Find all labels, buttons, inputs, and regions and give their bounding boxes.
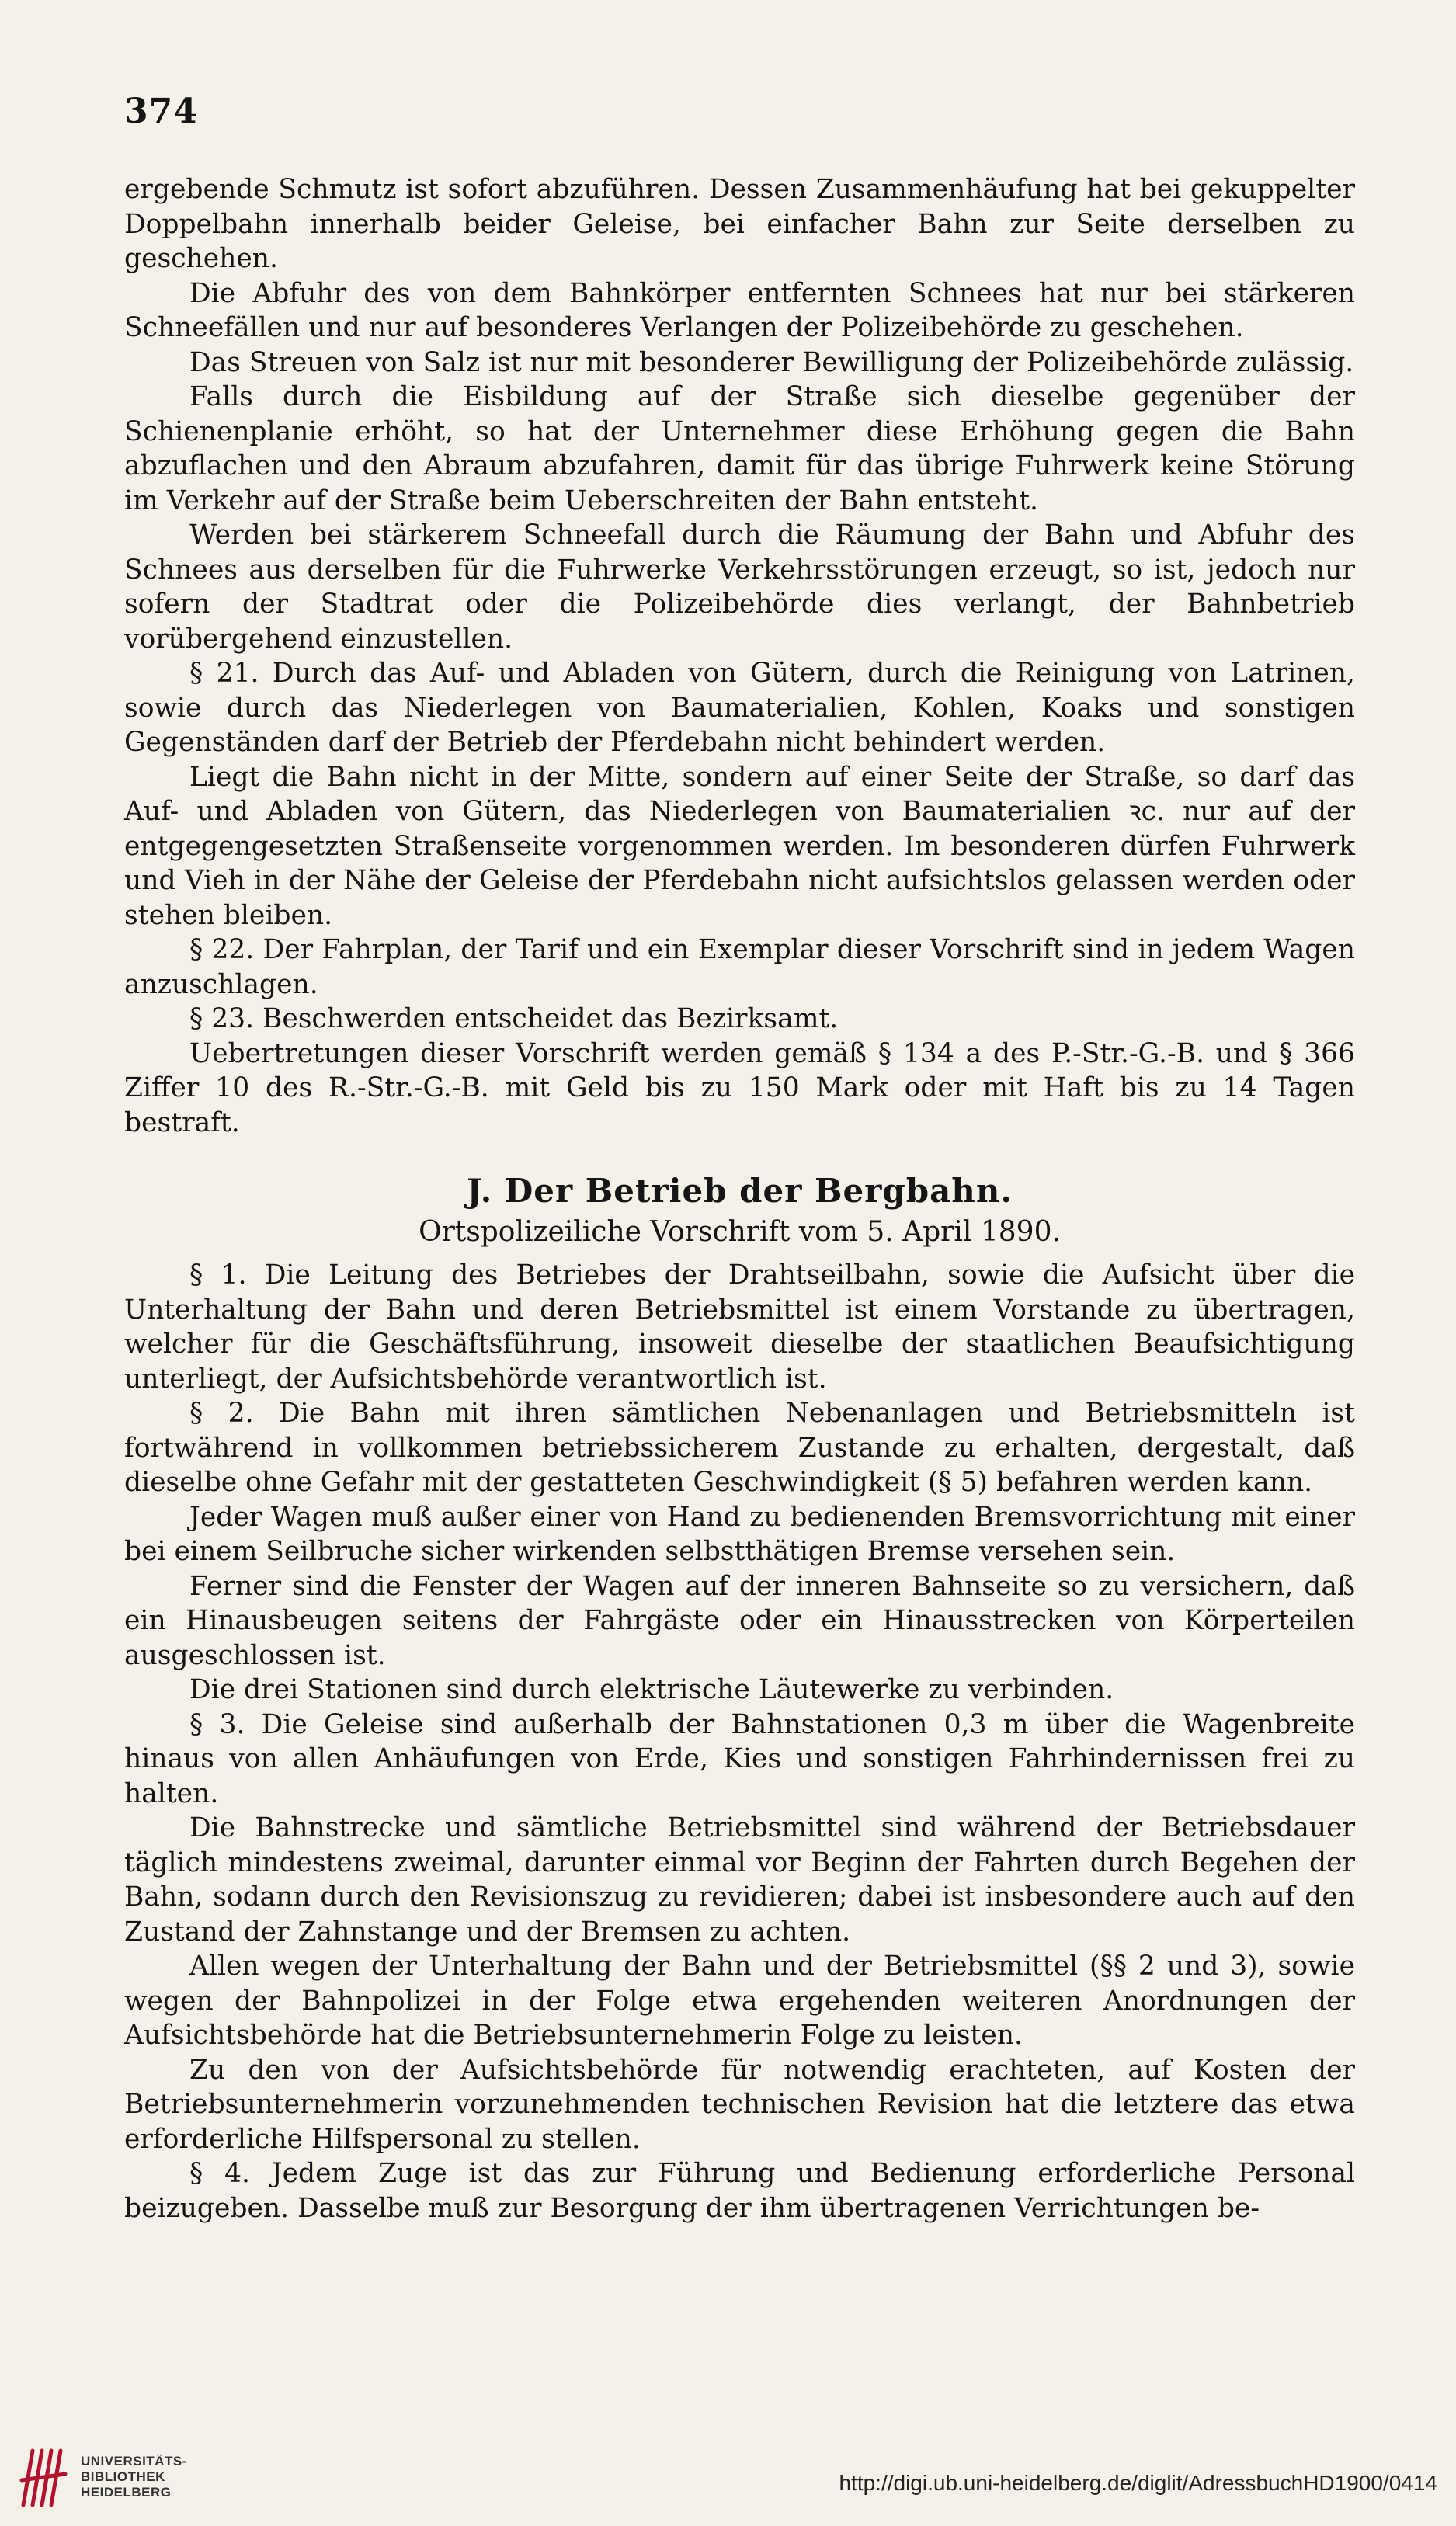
paragraph: Liegt die Bahn nicht in der Mitte, sondern auf einer Seite der Straße, so darf das Auf- und Abladen von Gütern, das Niederlegen von Baumaterialien ꝛc. nur auf der entgegengesetzten Straßenseite vorgenommen werden. Im besonderen dürfen Fuhrwerk und Vieh in der Nähe der Geleise der Pferdebahn nicht aufsichtslos gelassen werden oder stehen bleiben. <box>124 761 1355 931</box>
paragraph: § 23. Beschwerden entscheidet das Bezirksamt. <box>189 1003 839 1034</box>
paragraph: Falls durch die Eisbildung auf der Straße sich dieselbe gegenüber der Schienenplanie erhöht, so hat der Unternehmer diese Erhöhung gegen die Bahn abzuflachen und den Abraum abzufahren, damit für das übrige Fuhrwerk keine Störung im Verkehr auf der Straße beim Ueberschreiten der Bahn entsteht. <box>124 381 1355 516</box>
paragraph: Ferner sind die Fenster der Wagen auf der inneren Bahnseite so zu versichern, daß ein Hinausbeugen seitens der Fahrgäste oder ein Hinausstrecken von Körperteilen ausgeschlossen ist. <box>124 1570 1355 1671</box>
paragraph: ergebende Schmutz ist sofort abzuführen. Dessen Zusammenhäufung hat bei gekuppelter Doppelbahn innerhalb beider Geleise, bei einfacher Bahn zur Seite derselben zu geschehen. <box>124 174 1355 274</box>
paragraph: § 1. Die Leitung des Betriebes der Drahtseilbahn, sowie die Aufsicht über die Unterhaltung der Bahn und deren Betriebsmittel ist einem Vorstande zu übertragen, welcher für die Geschäftsführung, insoweit dieselbe der staatlichen Beaufsichtigung unterliegt, der Aufsichtsbehörde verantwortlich ist. <box>124 1260 1355 1395</box>
library-name-line: HEIDELBERG <box>81 2485 172 2500</box>
paragraphs-top <box>124 172 1355 1140</box>
library-name <box>81 2454 187 2500</box>
paragraph: § 2. Die Bahn mit ihren sämtlichen Nebenanlagen und Betriebsmitteln ist fortwährend in vollkommen betriebssicherem Zustande zu erhalten, dergestalt, daß dieselbe ohne Gefahr mit der gestatteten Geschwindigkeit (§ 5) befahren werden kann. <box>124 1398 1355 1498</box>
university-logo-icon <box>16 2443 73 2511</box>
paragraph: Die Bahnstrecke und sämtliche Betriebsmittel sind während der Betriebsdauer täglich mindestens zweimal, darunter einmal vor Beginn der Fahrten durch Begehen der Bahn, sodann durch den Revisionszug zu revidieren; dabei ist insbesondere auch auf den Zustand der Zahnstange und der Bremsen zu achten. <box>124 1812 1355 1947</box>
footer <box>0 2429 1456 2526</box>
paragraph: Die Abfuhr des von dem Bahnkörper entfernten Schnees hat nur bei stärkeren Schneefällen und nur auf besonderes Verlangen der Polizeibehörde zu geschehen. <box>124 277 1355 343</box>
paragraph: § 3. Die Geleise sind außerhalb der Bahnstationen 0,3 m über die Wagenbreite hinaus von allen Anhäufungen von Erde, Kies und sonstigen Fahrhindernissen frei zu halten. <box>124 1708 1355 1809</box>
library-name-line: UNIVERSITÄTS- <box>81 2454 187 2469</box>
paragraph: Jeder Wagen muß außer einer von Hand zu bedienenden Bremsvorrichtung mit einer bei einem Seilbruche sicher wirkenden selbstthätigen Bremse versehen sein. <box>124 1501 1355 1567</box>
paragraph: Werden bei stärkerem Schneefall durch die Räumung der Bahn und Abfuhr des Schnees aus derselben für die Fuhrwerke Verkehrsstörungen erzeugt, so ist, jedoch nur sofern der Stadtrat oder die Polizeibehörde dies verlangt, der Bahnbetrieb vorübergehend einzustellen. <box>124 519 1355 655</box>
paragraph: Die drei Stationen sind durch elektrische Läutewerke zu verbinden. <box>189 1674 1114 1705</box>
paragraph: § 4. Jedem Zuge ist das zur Führung und Bedienung erforderliche Personal beizugeben. Dasselbe muß zur Besorgung der ihm übertragenen Verrichtungen be- <box>124 2158 1355 2224</box>
paragraphs-bottom <box>124 1258 1355 2225</box>
paragraph: § 21. Durch das Auf- und Abladen von Gütern, durch die Reinigung von Latrinen, sowie durch das Niederlegen von Baumaterialien, Kohlen, Koaks und sonstigen Gegenständen darf der Betrieb der Pferdebahn nicht behindert werden. <box>124 658 1355 758</box>
paragraph: Zu den von der Aufsichtsbehörde für notwendig erachteten, auf Kosten der Betriebsunternehmerin vorzunehmenden technischen Revision hat die letztere das etwa erforderliche Hilfspersonal zu stellen. <box>124 2054 1355 2155</box>
paragraph: Allen wegen der Unterhaltung der Bahn und der Betriebsmittel (§§ 2 und 3), sowie wegen der Bahnpolizei in der Folge etwa ergehenden weiteren Anordnungen der Aufsichtsbehörde hat die Betriebsunternehmerin Folge zu leisten. <box>124 1951 1355 2051</box>
paragraph: Uebertretungen dieser Vorschrift werden gemäß § 134 a des P.-Str.-G.-B. und § 366 Ziffer 10 des R.-Str.-G.-B. mit Geld bis zu 150 Mark oder mit Haft bis zu 14 Tagen bestraft. <box>124 1037 1355 1138</box>
paragraph: § 22. Der Fahrplan, der Tarif und ein Exemplar dieser Vorschrift sind in jedem Wagen anzuschlagen. <box>124 934 1355 1000</box>
paragraph: Das Streuen von Salz ist nur mit besonderer Bewilligung der Polizeibehörde zulässig. <box>189 346 1354 378</box>
section-heading: J. Der Betrieb der Bergbahn. <box>467 1172 1013 1210</box>
source-url-link[interactable]: http://digi.ub.uni-heidelberg.de/diglit/AdressbuchHD1900/0414 <box>839 2471 1437 2495</box>
section-subheading: Ortspolizeiliche Vorschrift vom 5. April 1890. <box>419 1216 1061 1248</box>
library-name-line: BIBLIOTHEK <box>81 2469 165 2484</box>
page-number: 374 <box>124 92 198 131</box>
page-body <box>124 172 1355 2225</box>
